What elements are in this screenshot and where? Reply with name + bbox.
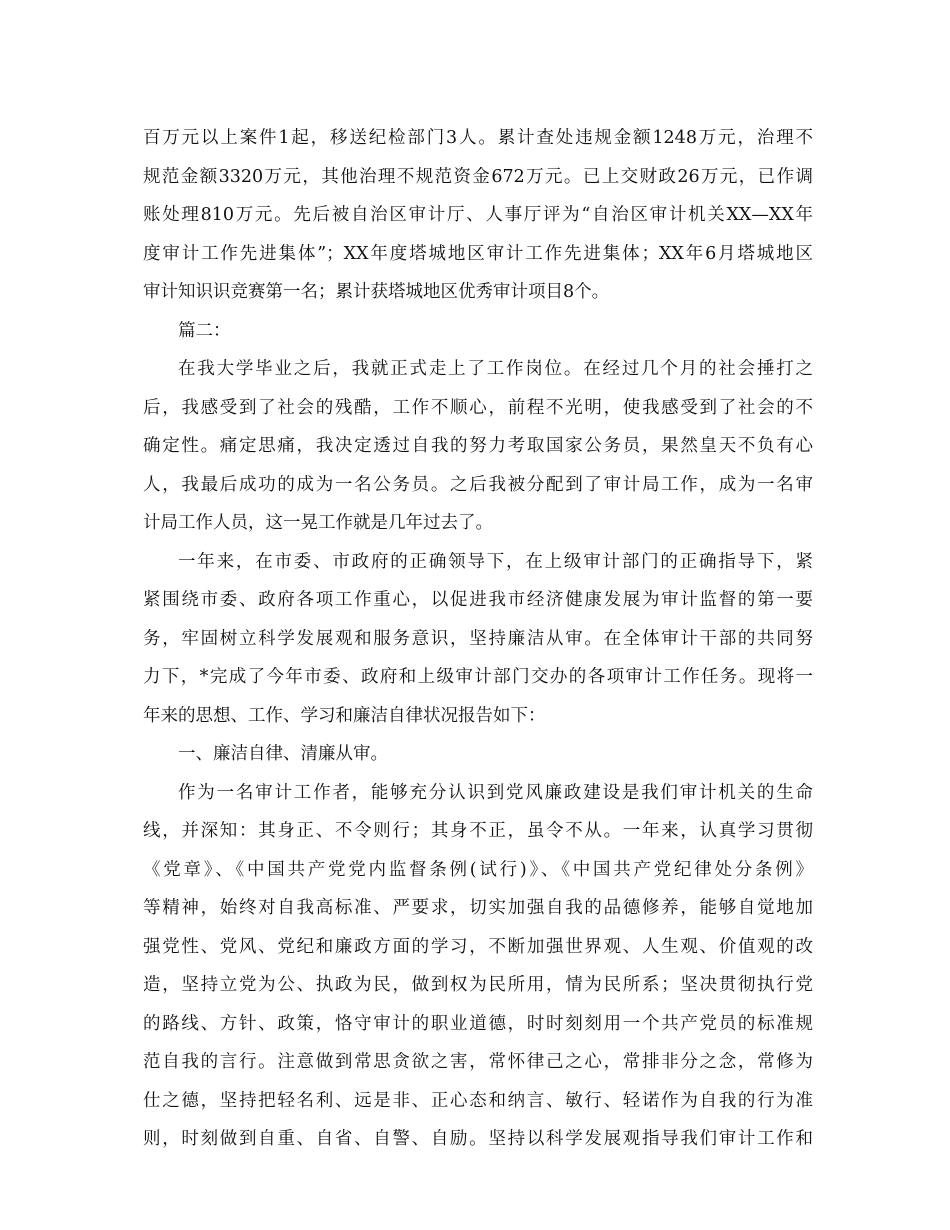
text-line: 力下，*完成了今年市委、政府和上级审计部门交办的各项审计工作任务。现将一: [143, 667, 813, 687]
text-line: 账处理810万元。先后被自治区审计厅、人事厅评为“自治区审计机关XX—XX年: [143, 205, 813, 225]
text-line: 务，牢固树立科学发展观和服务意识，坚持廉洁从审。在全体审计干部的共同努: [143, 628, 813, 649]
section-heading: 一、廉洁自律、清廉从审。: [178, 744, 388, 764]
text-line: 度审计工作先进集体”；XX年度塔城地区审计工作先进集体；XX年6月塔城地区: [143, 243, 813, 264]
text-line: 在我大学毕业之后，我就正式走上了工作岗位。在经过几个月的社会捶打之: [178, 359, 813, 379]
text-line: 紧围绕市委、政府各项工作重心，以促进我市经济健康发展为审计监督的第一要: [143, 590, 813, 610]
text-line: 造，坚持立党为公、执政为民，做到权为民所用，情为民所系；坚决贯彻执行党: [143, 975, 813, 995]
text-line: 强党性、党风、党纪和廉政方面的学习，不断加强世界观、人生观、价值观的改: [143, 936, 813, 957]
text-line: 规范金额3320万元，其他治理不规范资金672万元。已上交财政26万元，已作调: [143, 166, 813, 187]
text-line: 作为一名审计工作者，能够充分认识到党风廉政建设是我们审计机关的生命: [178, 782, 813, 803]
text-line: 审计知识识竞赛第一名；累计获塔城地区优秀审计项目8个。: [143, 282, 610, 302]
text-line: 的路线、方针、政策，恪守审计的职业道德，时时刻刻用一个共产党员的标准规: [143, 1013, 813, 1034]
text-line: 仕之德，坚持把轻名利、远是非、正心态和纳言、敏行、轻诺作为自我的行为准: [143, 1090, 813, 1111]
text-line: 人，我最后成功的成为一名公务员。之后我被分配到了审计局工作，成为一名审: [143, 474, 813, 495]
text-line: 《党章》、《中国共产党党内监督条例(试行)》、《中国共产党纪律处分条例》: [143, 859, 813, 880]
text-line: 范自我的言行。注意做到常思贪欲之害，常怀律己之心，常排非分之念，常修为: [143, 1052, 813, 1072]
text-line: 一年来，在市委、市政府的正确领导下，在上级审计部门的正确指导下，紧: [178, 551, 813, 572]
document-body: [143, 119, 813, 1159]
text-line: 线，并深知：其身正、不令则行；其身不正，虽令不从。一年来，认真学习贯彻: [143, 821, 813, 841]
text-line: 百万元以上案件1起，移送纪检部门3人。累计查处违规金额1248万元，治理不: [143, 128, 813, 148]
text-line: 确定性。痛定思痛，我决定透过自我的努力考取国家公务员，果然皇天不负有心: [143, 436, 813, 456]
text-line: 计局工作人员，这一晃工作就是几年过去了。: [143, 513, 493, 533]
text-line: 等精神，始终对自我高标准、严要求，切实加强自我的品德修养，能够自觉地加: [143, 898, 813, 918]
text-line: 年来的思想、工作、学习和廉洁自律状况报告如下：: [143, 705, 546, 726]
text-line: 后，我感受到了社会的残酷，工作不顺心，前程不光明，使我感受到了社会的不: [143, 397, 813, 418]
text-line: 则，时刻做到自重、自省、自警、自励。坚持以科学发展观指导我们审计工作和: [143, 1129, 813, 1149]
section-heading: 篇二：: [178, 320, 231, 341]
